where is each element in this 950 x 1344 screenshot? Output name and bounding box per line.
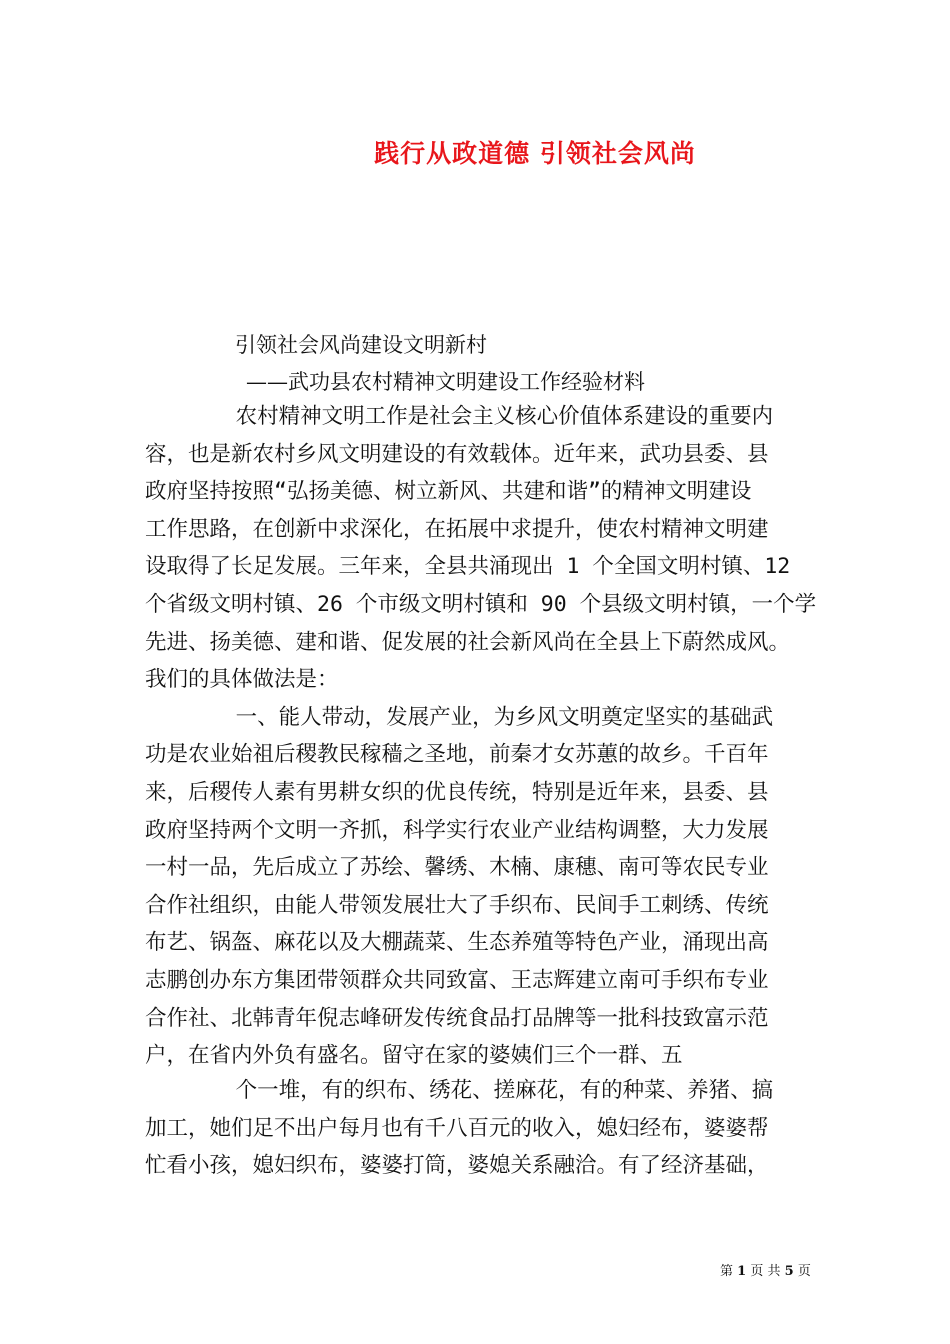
body-text-block: 农村精神文明工作是社会主义核心价值体系建设的重要内 容，也是新农村乡风文明建设的有效载体。近年来，武功县委、县 政府坚持按照“弘扬美德、树立新风、共建和谐”的精神文明建设 工作思路，在创新中求深化，在拓展中求提升，使农村精神文明建 设取得了长足发展。三年来，全县共涌现出 1 个全国文明村镇、12 个省级文明村镇、26 个市级文明村镇和 90 个县级文明村镇，一个学 先进、扬美德、建和谐、促发展的社会新风尚在全县上下蔚然成风。 我们的具体做法是： 一、能人带动，发展产业，为乡风文明奠定坚实的基础武 功是农业始祖后稷教民稼穑之圣地，前秦才女苏蕙的故乡。千百年 来，后稷传人素有男耕女织的优良传统，特别是近年来，县委、县 政府坚持两个文明一齐抓，科学实行农业产业结构调整，大力发展 一村一品，先后成立了苏绘、馨绣、木楠、康穗、南可等农民专业 合作社组织，由能人带领发展壮大了手织布、民间手工刺绣、传统 布艺、锅盔、麻花以及大棚蔬菜、生态养殖等特色产业，涌现出高 志鹏创办东方集团带领群众共同致富、王志辉建立南可手织布专业 合作社、北韩青年倪志峰研发传统食品打品牌等一批科技致富示范 户，在省内外负有盛名。留守在家的婆姨们三个一群、五	[145, 404, 817, 1069]
footer-middle: 页 共	[750, 1264, 781, 1279]
footer-page-number: 1	[737, 1264, 747, 1279]
footer-prefix: 第	[720, 1264, 734, 1279]
subtitle: 引领社会风尚建设文明新村	[235, 333, 487, 357]
page-footer	[720, 1260, 811, 1279]
footer-suffix: 页	[797, 1264, 811, 1279]
page-title: 践行从政道德 引领社会风尚	[374, 139, 696, 168]
footer-total-pages: 5	[784, 1264, 794, 1279]
body-text-block-continued: 个一堆，有的织布、绣花、搓麻花，有的种菜、养猪、搞 加工，她们足不出户每月也有千八百元的收入，媳妇经布，婆婆帮 忙看小孩，媳妇织布，婆婆打筒，婆媳关系融洽。有了经济基础，	[145, 1078, 774, 1179]
subtitle-secondary: ——武功县农村精神文明建设工作经验材料	[246, 370, 645, 394]
